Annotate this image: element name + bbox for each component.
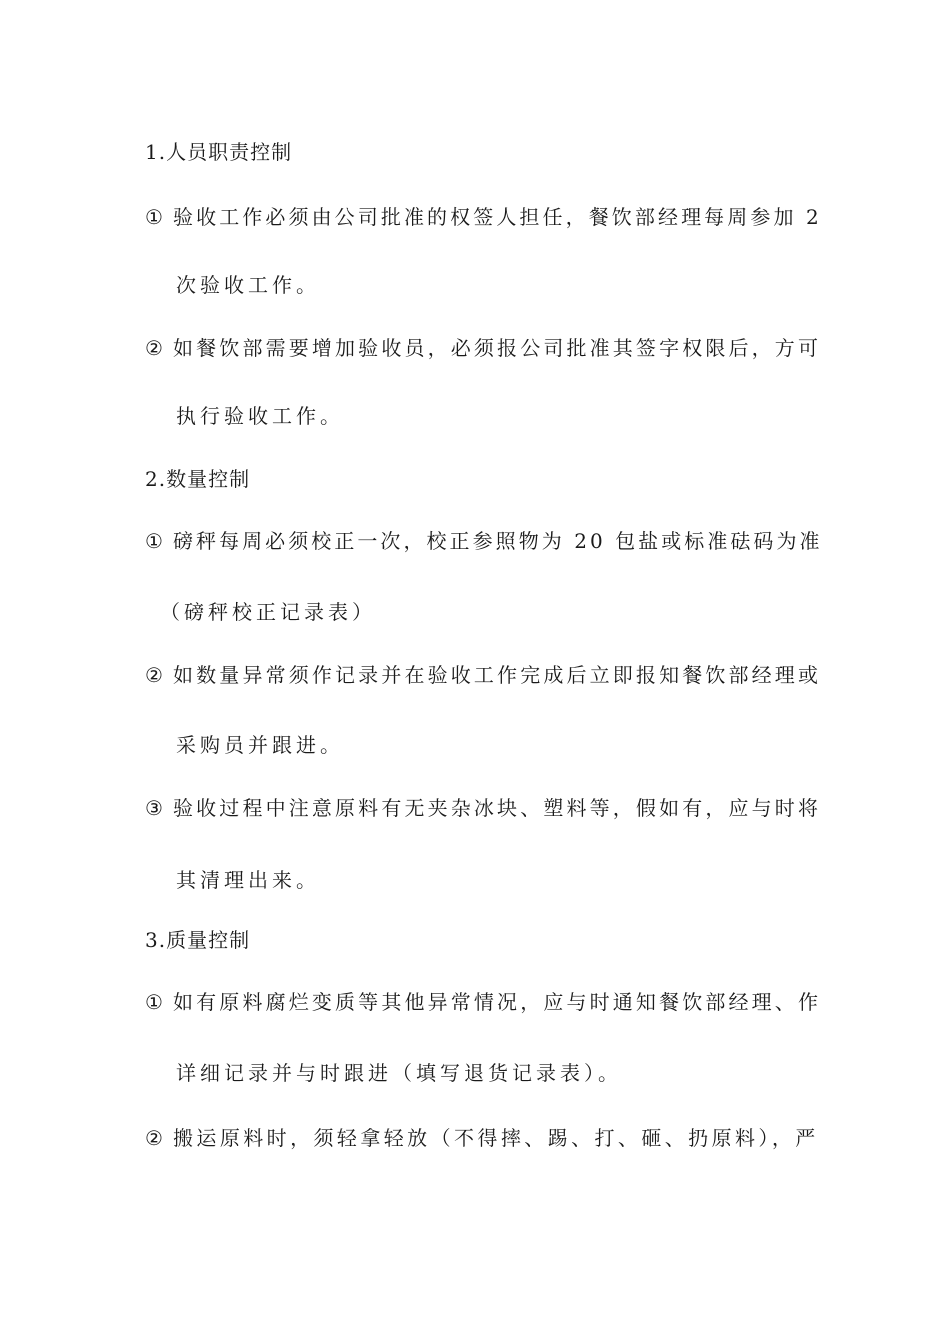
list-item xyxy=(145,661,821,689)
section-heading: 2.数量控制 xyxy=(145,467,251,491)
list-item xyxy=(145,334,821,362)
list-item xyxy=(145,794,821,822)
section-heading: 1.人员职责控制 xyxy=(145,140,293,164)
list-item xyxy=(145,203,822,231)
item-text: 验收过程中注意原料有无夹杂冰块、塑料等，假如有，应与时将 xyxy=(173,796,822,820)
item-continuation: 次验收工作。 xyxy=(176,273,320,297)
item-text: 如餐饮部需要增加验收员，必须报公司批准其签字权限后，方可 xyxy=(173,336,822,360)
item-marker: ② xyxy=(145,663,163,687)
list-item xyxy=(145,1124,819,1152)
item-text: 验收工作必须由公司批准的权签人担任，餐饮部经理每周参加 2 xyxy=(173,205,822,229)
list-item xyxy=(145,988,821,1016)
item-marker: ① xyxy=(145,529,163,553)
item-text: 搬运原料时，须轻拿轻放（不得摔、踢、打、砸、扔原料），严 xyxy=(173,1126,819,1150)
section-heading: 3.质量控制 xyxy=(145,928,251,952)
item-continuation: （磅秤校正记录表） xyxy=(160,600,376,624)
item-text: 如有原料腐烂变质等其他异常情况，应与时通知餐饮部经理、作 xyxy=(173,990,822,1014)
item-continuation: 采购员并跟进。 xyxy=(176,733,344,757)
item-text: 如数量异常须作记录并在验收工作完成后立即报知餐饮部经理或 xyxy=(173,663,822,687)
item-text: 磅秤每周必须校正一次，校正参照物为 20 包盐或标准砝码为准 xyxy=(173,529,823,553)
item-marker: ② xyxy=(145,1126,163,1150)
item-continuation: 详细记录并与时跟进（填写退货记录表）。 xyxy=(176,1061,622,1085)
item-marker: ③ xyxy=(145,796,163,820)
item-continuation: 其清理出来。 xyxy=(176,868,320,892)
item-marker: ① xyxy=(145,205,163,229)
item-marker: ② xyxy=(145,336,163,360)
list-item xyxy=(145,527,823,555)
item-continuation: 执行验收工作。 xyxy=(176,404,344,428)
item-marker: ① xyxy=(145,990,163,1014)
